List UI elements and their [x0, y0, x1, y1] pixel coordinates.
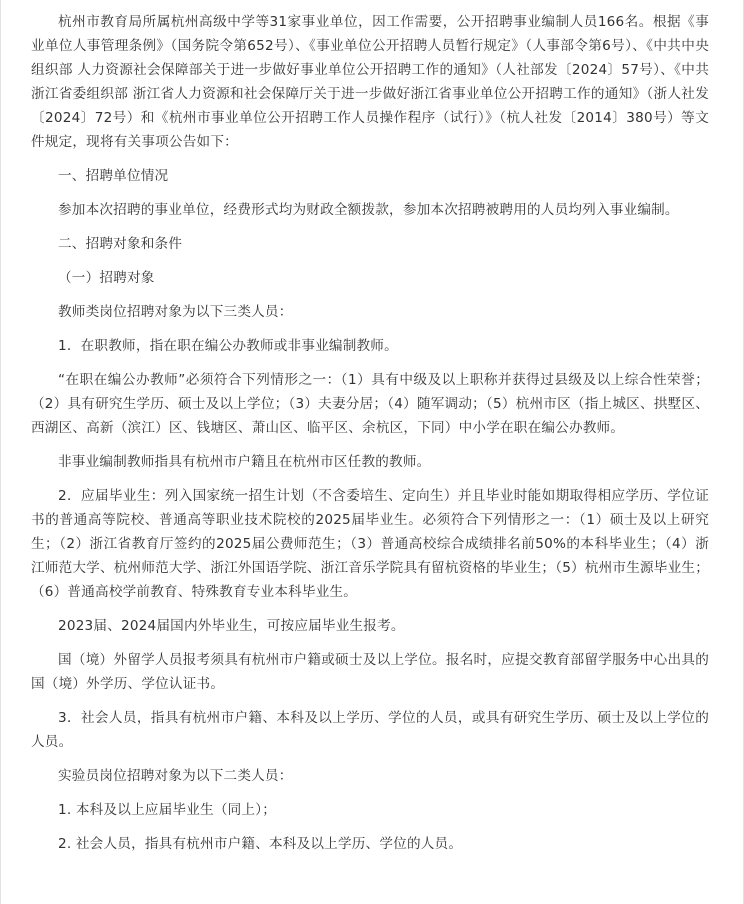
lab-staff-item-2: 2. 社会人员，指具有杭州市户籍、本科及以上学历、学位的人员。	[58, 836, 463, 852]
intro-paragraph: 杭州市教育局所属杭州高级中学等31家事业单位，因工作需要，公开招聘事业编制人员166名。根据《事业单位人事管理条例》（国务院令第652号）、《事业单位公开招聘人员暂行规定》（人事部令第6号）、《中共中央组织部 人力资源社会保障部关于进一步做好事业单位公开招聘工作的通知》（人社部发〔2024〕57号）、《中共浙江省委组织部 浙江省人力资源和社会保障厅关于进一步做好浙江省事业单位公开招聘工作的通知》（浙人社发〔2024〕72号）和《杭州市事业单位公开招聘工作人员操作程序（试行）》（杭人社发〔2014〕380号）等文件规定，现将有关事项公告如下：	[31, 14, 709, 150]
lab-staff-item-1: 1. 本科及以上应届毕业生（同上）；	[58, 802, 276, 818]
subsection-heading-targets: （一）招聘对象	[58, 270, 155, 286]
in-service-conditions-paragraph: “在职在编公办教师”必须符合下列情形之一：（1）具有中级及以上职称并获得过县级及以上综合性荣誉；（2）具有研究生学历、硕士及以上学位；（3）夫妻分居；（4）随军调动；（5）杭州市区（指上城区、拱墅区、西湖区、高新（滨江）区、钱塘区、萧山区、临平区、余杭区，下同）中小学在职在编公办教师。	[31, 372, 709, 436]
fresh-graduates-paragraph: 2．应届毕业生：列入国家统一招生计划（不含委培生、定向生）并且毕业时能如期取得相应学历、学位证书的普通高等院校、普通高等职业技术院校的2025届毕业生。必须符合下列情形之一：（1）硕士及以上研究生；（2）浙江省教育厅签约的2025届公费师范生；（3）普通高校综合成绩排名前50%的本科毕业生；（4）浙江师范大学、杭州师范大学、浙江外国语学院、浙江音乐学院具有留杭资格的毕业生；（5）杭州市生源毕业生；（6）普通高校学前教育、特殊教育专业本科毕业生。	[31, 488, 709, 600]
previous-graduates-paragraph: 2023届、2024届国内外毕业生，可按应届毕业生报考。	[58, 618, 405, 634]
social-personnel-paragraph: 3．社会人员，指具有杭州市户籍、本科及以上学历、学位的人员，或具有研究生学历、硕士及以上学位的人员。	[31, 710, 709, 750]
section-heading-recruiting-units: 一、招聘单位情况	[58, 168, 169, 184]
recruiting-units-paragraph: 参加本次招聘的事业单位，经费形式均为财政全额拨款，参加本次招聘被聘用的人员均列入事业编制。	[58, 202, 679, 218]
section-heading-targets-conditions: 二、招聘对象和条件	[58, 236, 183, 252]
article-body	[1, 0, 743, 856]
non-staff-teachers-paragraph: 非事业编制教师指具有杭州市户籍且在杭州市区任教的教师。	[58, 454, 431, 470]
overseas-students-paragraph: 国（境）外留学人员报考须具有杭州市户籍或硕士及以上学位。报名时，应提交教育部留学服务中心出具的国（境）外学历、学位认证书。	[31, 652, 709, 692]
teacher-targets-paragraph: 教师类岗位招聘对象为以下三类人员：	[58, 304, 293, 320]
in-service-teachers-paragraph: 1．在职教师，指在职在编公办教师或非事业编制教师。	[58, 338, 398, 354]
lab-staff-targets-paragraph: 实验员岗位招聘对象为以下二类人员：	[58, 768, 293, 784]
